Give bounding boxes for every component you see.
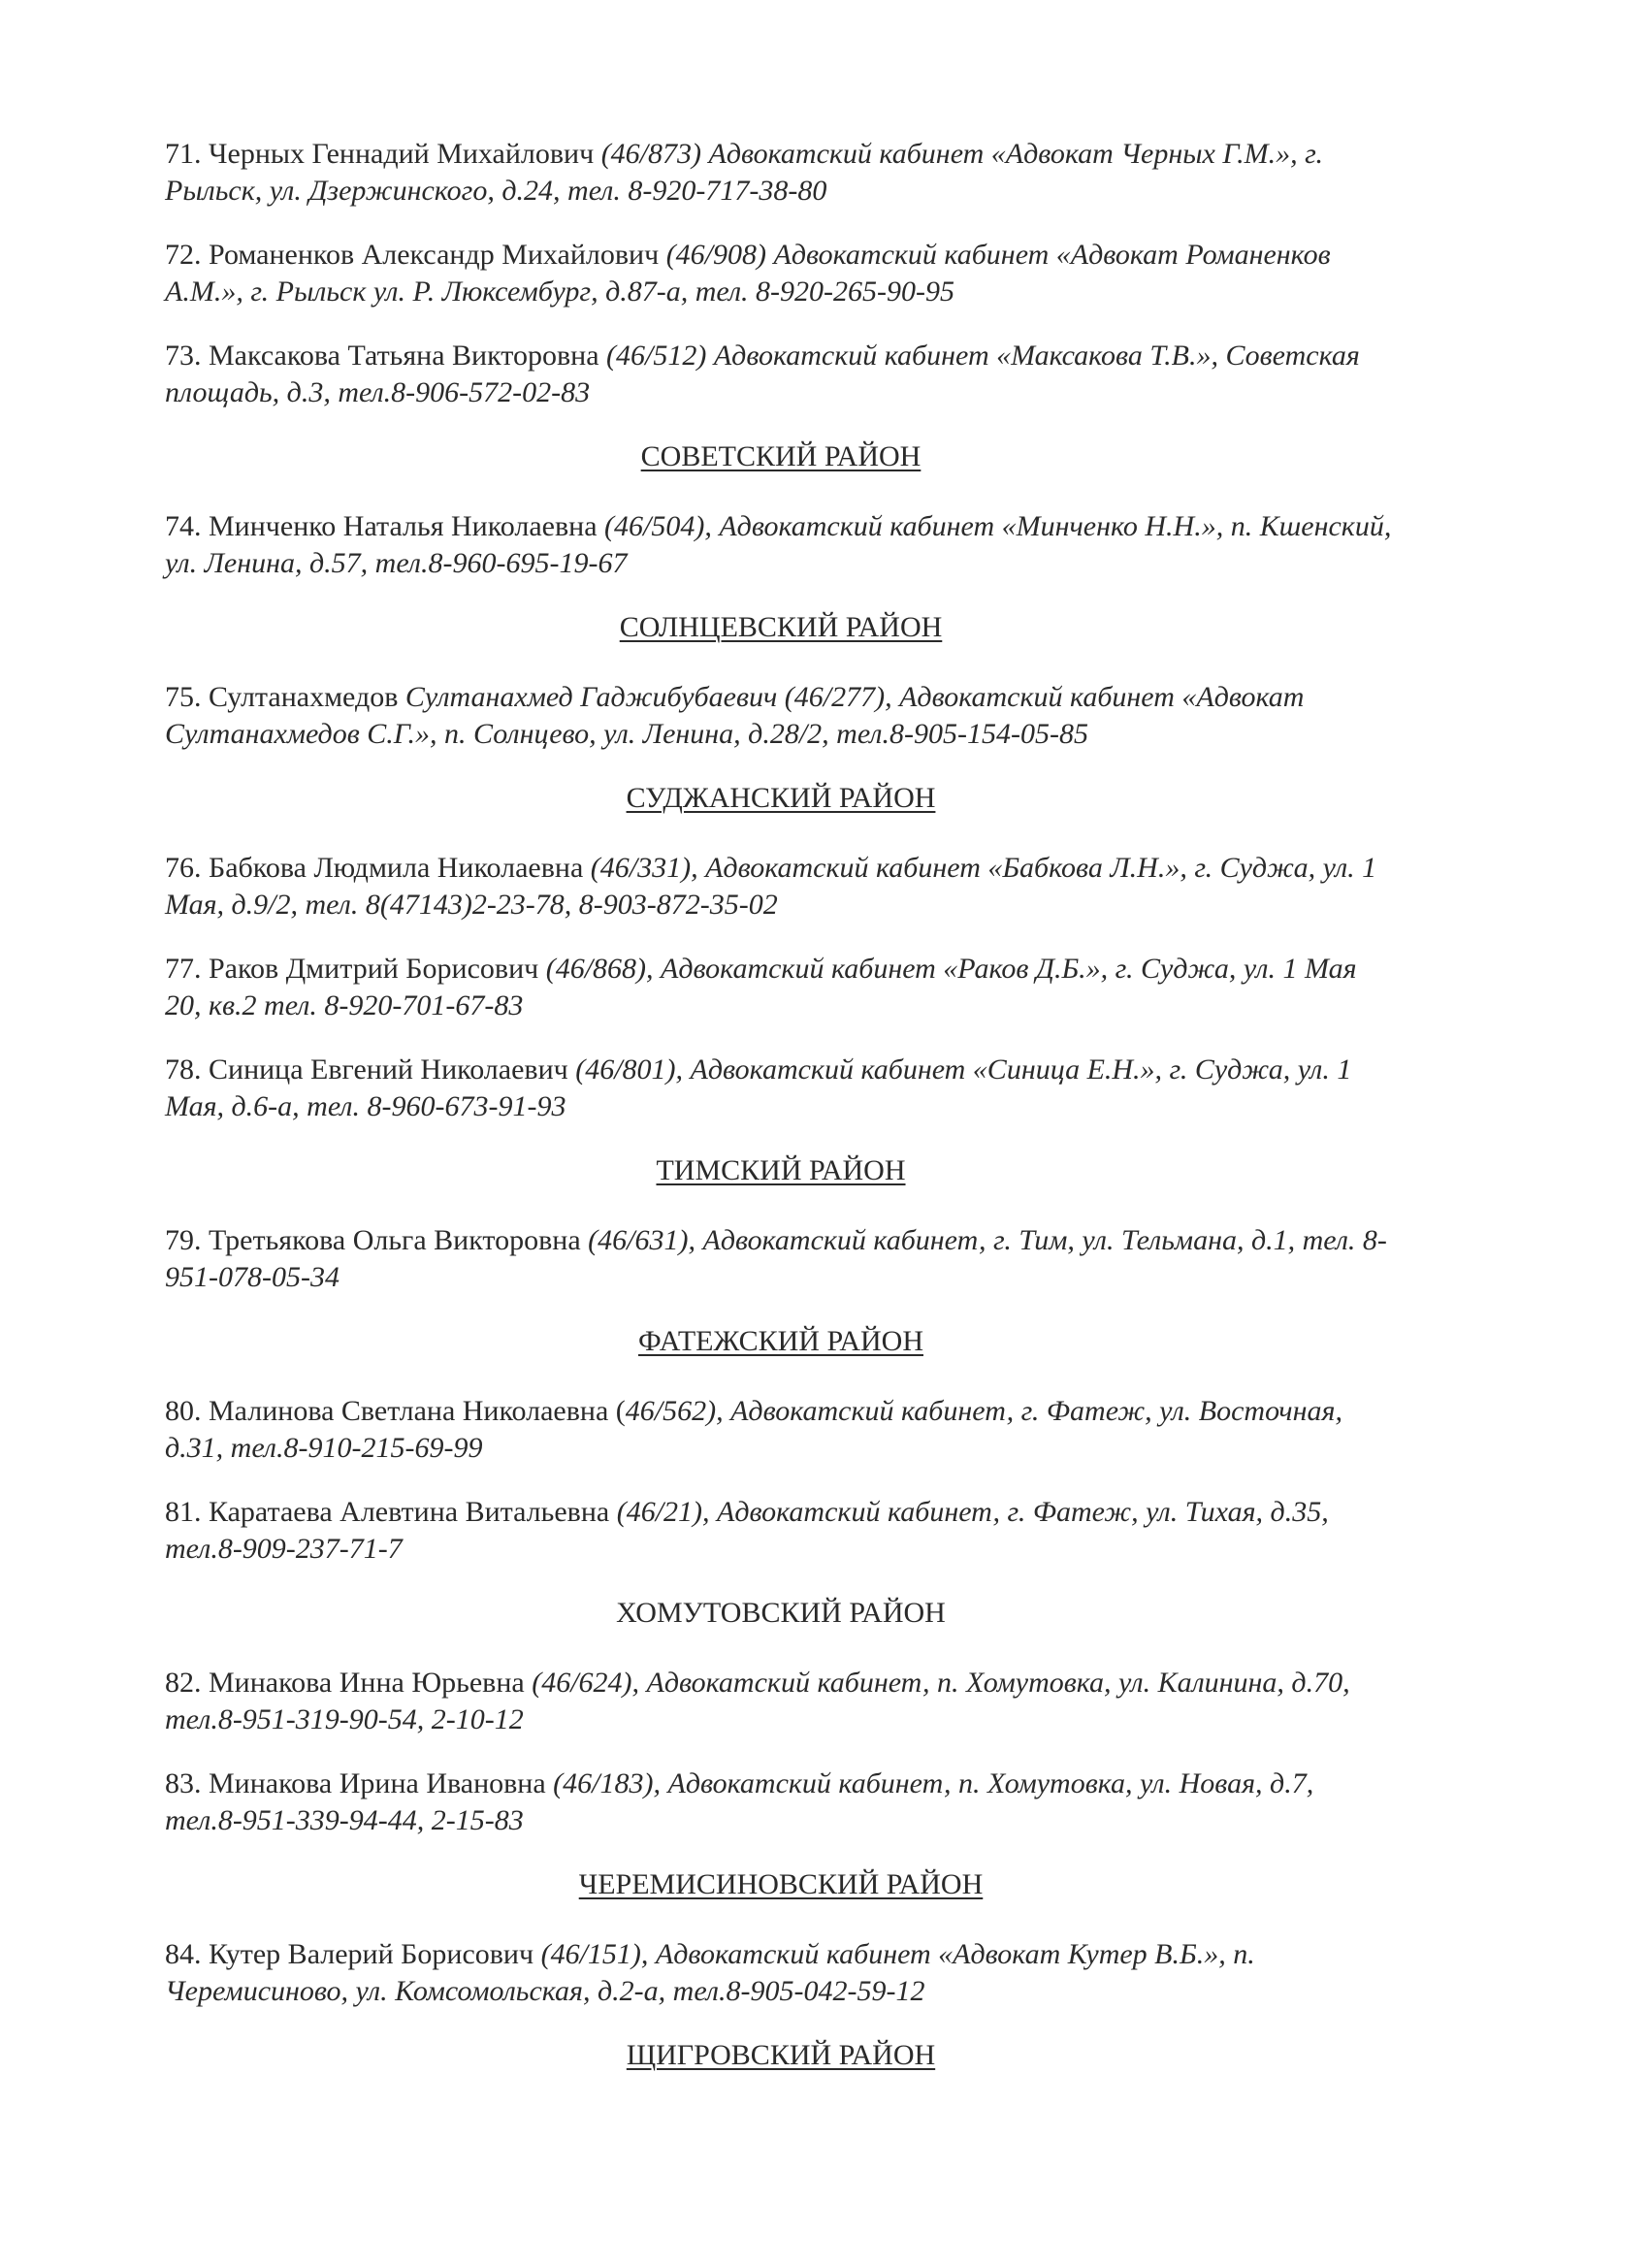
lawyer-name: Минченко Наталья Николаевна bbox=[209, 510, 598, 542]
lawyer-name: Каратаева Алевтина Витальевна bbox=[209, 1496, 610, 1528]
lawyer-name: Максакова Татьяна Викторовна bbox=[209, 340, 599, 372]
lawyer-details: (46/624), Адвокатский кабинет, п. Хомутовка, ул. Калинина, д.70, тел.8-951-319-90-54, 2-10-12 bbox=[165, 1667, 1350, 1735]
lawyer-name: Султанахмедов bbox=[209, 681, 399, 713]
lawyer-details: (46/331), Адвокатский кабинет «Бабкова Л.Н.», г. Суджа, ул. 1 Мая, д.9/2, тел. 8(47143)2-23-78, 8-903-872-35-02 bbox=[165, 852, 1377, 921]
lawyer-entry bbox=[165, 1665, 1397, 1738]
lawyer-entry bbox=[165, 1936, 1397, 2010]
district-heading bbox=[165, 438, 1397, 475]
district-heading-text: ФАТЕЖСКИЙ РАЙОН bbox=[638, 1325, 923, 1357]
district-heading bbox=[165, 1595, 1397, 1632]
lawyer-name: Синица Евгений Николаевич bbox=[209, 1053, 568, 1085]
lawyer-entry bbox=[165, 1766, 1397, 1839]
entry-number: 82. bbox=[165, 1667, 202, 1699]
lawyer-entry bbox=[165, 1393, 1397, 1467]
lawyer-entry bbox=[165, 237, 1397, 310]
district-heading bbox=[165, 1152, 1397, 1189]
lawyer-details: (46/151), Адвокатский кабинет «Адвокат Кутер В.Б.», п. Черемисиново, ул. Комсомольская, д.2-а, тел.8-905-042-59-12 bbox=[165, 1938, 1255, 2007]
lawyer-details: 46/562), Адвокатский кабинет, г. Фатеж, ул. Восточная, д.31, тел.8-910-215-69-99 bbox=[165, 1395, 1342, 1464]
entry-number: 72. bbox=[165, 239, 202, 271]
lawyer-entry bbox=[165, 1222, 1397, 1296]
entry-number: 71. bbox=[165, 138, 202, 170]
lawyer-entry bbox=[165, 136, 1397, 210]
lawyer-entry bbox=[165, 850, 1397, 923]
district-heading-text: ЧЕРЕМИСИНОВСКИЙ РАЙОН bbox=[578, 1868, 984, 1900]
lawyer-details: (46/512) Адвокатский кабинет «Максакова Т.В.», Советская площадь, д.3, тел.8-906-572-02-83 bbox=[165, 340, 1360, 408]
entry-number: 78. bbox=[165, 1053, 202, 1085]
lawyer-entry bbox=[165, 1494, 1397, 1568]
entry-number: 84. bbox=[165, 1938, 202, 1970]
lawyer-details: (46/504), Адвокатский кабинет «Минченко Н.Н.», п. Кшенский, ул. Ленина, д.57, тел.8-960-695-19-67 bbox=[165, 510, 1392, 579]
lawyer-entry bbox=[165, 951, 1397, 1024]
entry-number: 77. bbox=[165, 953, 202, 985]
lawyer-name: Минакова Инна Юрьевна bbox=[209, 1667, 525, 1699]
district-heading-text: СУДЖАНСКИЙ РАЙОН bbox=[626, 782, 936, 814]
lawyer-entry bbox=[165, 508, 1397, 582]
district-heading bbox=[165, 780, 1397, 817]
entry-number: 75. bbox=[165, 681, 202, 713]
lawyer-details: (46/873) Адвокатский кабинет «Адвокат Черных Г.М.», г. Рыльск, ул. Дзержинского, д.24, тел. 8-920-717-38-80 bbox=[165, 138, 1323, 207]
lawyer-name: Малинова Светлана Николаевна ( bbox=[209, 1395, 626, 1427]
district-heading-text: СОЛНЦЕВСКИЙ РАЙОН bbox=[619, 611, 943, 643]
entry-number: 79. bbox=[165, 1224, 202, 1256]
lawyer-name: Раков Дмитрий Борисович bbox=[209, 953, 539, 985]
lawyer-name: Романенков Александр Михайлович bbox=[209, 239, 660, 271]
lawyer-details: (46/908) Адвокатский кабинет «Адвокат Романенков А.М.», г. Рыльск ул. Р. Люксембург, д.87-а, тел. 8-920-265-90-95 bbox=[165, 239, 1331, 308]
lawyer-details: (46/21), Адвокатский кабинет, г. Фатеж, ул. Тихая, д.35, тел.8-909-237-71-7 bbox=[165, 1496, 1329, 1565]
district-heading-text: ТИМСКИЙ РАЙОН bbox=[656, 1154, 906, 1186]
entry-number: 80. bbox=[165, 1395, 202, 1427]
lawyer-entry bbox=[165, 679, 1397, 753]
entry-number: 81. bbox=[165, 1496, 202, 1528]
entry-number: 73. bbox=[165, 340, 202, 372]
entry-number: 74. bbox=[165, 510, 202, 542]
district-heading bbox=[165, 609, 1397, 646]
document-page bbox=[165, 136, 1397, 2107]
district-heading bbox=[165, 2037, 1397, 2074]
lawyer-entry bbox=[165, 338, 1397, 411]
lawyer-name: Бабкова Людмила Николаевна bbox=[209, 852, 584, 884]
lawyer-entry bbox=[165, 1052, 1397, 1125]
lawyer-details: (46/801), Адвокатский кабинет «Синица Е.Н.», г. Суджа, ул. 1 Мая, д.6-а, тел. 8-960-673-91-93 bbox=[165, 1053, 1352, 1122]
district-heading-text: СОВЕТСКИЙ РАЙОН bbox=[640, 440, 922, 472]
district-heading-text: ЩИГРОВСКИЙ РАЙОН bbox=[626, 2039, 936, 2071]
lawyer-name: Третьякова Ольга Викторовна bbox=[209, 1224, 581, 1256]
district-heading-text: ХОМУТОВСКИЙ РАЙОН bbox=[616, 1597, 946, 1629]
entry-number: 83. bbox=[165, 1767, 202, 1799]
district-heading bbox=[165, 1866, 1397, 1903]
lawyer-details: Султанахмед Гаджибубаевич (46/277), Адвокатский кабинет «Адвокат Султанахмедов С.Г.», п. Солнцево, ул. Ленина, д.28/2, тел.8-905-154-05-85 bbox=[165, 681, 1305, 750]
lawyer-name: Черных Геннадий Михайлович bbox=[209, 138, 595, 170]
lawyer-details: (46/631), Адвокатский кабинет, г. Тим, ул. Тельмана, д.1, тел. 8-951-078-05-34 bbox=[165, 1224, 1387, 1293]
lawyer-details: (46/868), Адвокатский кабинет «Раков Д.Б.», г. Суджа, ул. 1 Мая 20, кв.2 тел. 8-920-701-67-83 bbox=[165, 953, 1357, 1021]
lawyer-name: Кутер Валерий Борисович bbox=[209, 1938, 534, 1970]
entry-number: 76. bbox=[165, 852, 202, 884]
lawyer-name: Минакова Ирина Ивановна bbox=[209, 1767, 546, 1799]
district-heading bbox=[165, 1323, 1397, 1360]
lawyer-details: (46/183), Адвокатский кабинет, п. Хомутовка, ул. Новая, д.7, тел.8-951-339-94-44, 2-15-83 bbox=[165, 1767, 1314, 1836]
